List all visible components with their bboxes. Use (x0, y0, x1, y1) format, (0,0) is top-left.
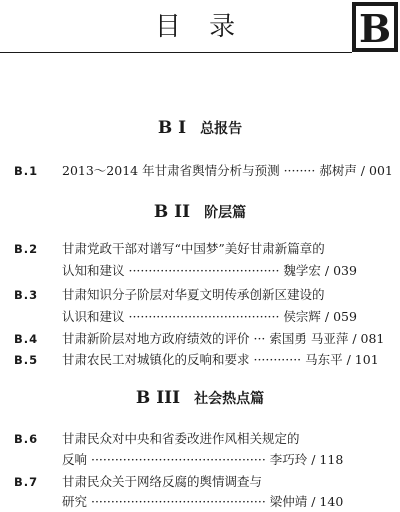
logo-letter: B (358, 6, 392, 51)
entry-code: B.4 (14, 332, 39, 346)
header-rule (0, 52, 352, 53)
section-title: 社会热点篇 (194, 391, 265, 407)
section-mark: B III (135, 388, 181, 408)
section-title: 总报告 (200, 121, 243, 137)
entry-code: B.6 (14, 432, 39, 446)
book-series-logo-icon (352, 2, 398, 52)
section-mark: B I (157, 118, 187, 138)
entry-line: 甘肃民众对中央和省委改进作风相关规定的 (62, 431, 300, 446)
section-mark: B II (153, 202, 191, 222)
section-title: 阶层篇 (204, 205, 247, 221)
entry-line: 研究 ············································ 梁仲靖 / 140 (62, 494, 344, 509)
section-heading-2 (0, 202, 400, 223)
section-heading-3 (0, 388, 400, 409)
entry-line: 甘肃知识分子阶层对华夏文明传承创新区建设的 (62, 287, 325, 302)
entry-line: 甘肃党政干部对谱写“中国梦”美好甘肃新篇章的 (62, 241, 325, 256)
entry-line: 2013～2014 年甘肃省舆情分析与预测 ········ 郝树声 / 001 (62, 163, 393, 178)
entry-line: 认知和建议 ······································ 魏学宏 / 039 (62, 263, 357, 278)
page-title: 目 录 (154, 12, 246, 42)
entry-line: 甘肃民众关于网络反腐的舆情调查与 (62, 474, 263, 489)
entry-line: 认识和建议 ······································ 侯宗辉 / 059 (62, 309, 357, 324)
entry-code: B.1 (14, 164, 39, 178)
entry-code: B.2 (14, 242, 39, 256)
entry-line: 反响 ············································ 李巧玲 / 118 (62, 452, 344, 467)
entry-code: B.7 (14, 475, 39, 489)
entry-code: B.3 (14, 288, 39, 302)
entry-code: B.5 (14, 353, 39, 367)
entry-line: 甘肃新阶层对地方政府绩效的评价 ··· 索国勇 马亚萍 / 081 (62, 331, 385, 346)
entry-line: 甘肃农民工对城镇化的反响和要求 ············ 马东平 / 101 (62, 352, 379, 367)
section-heading-1 (0, 118, 400, 139)
